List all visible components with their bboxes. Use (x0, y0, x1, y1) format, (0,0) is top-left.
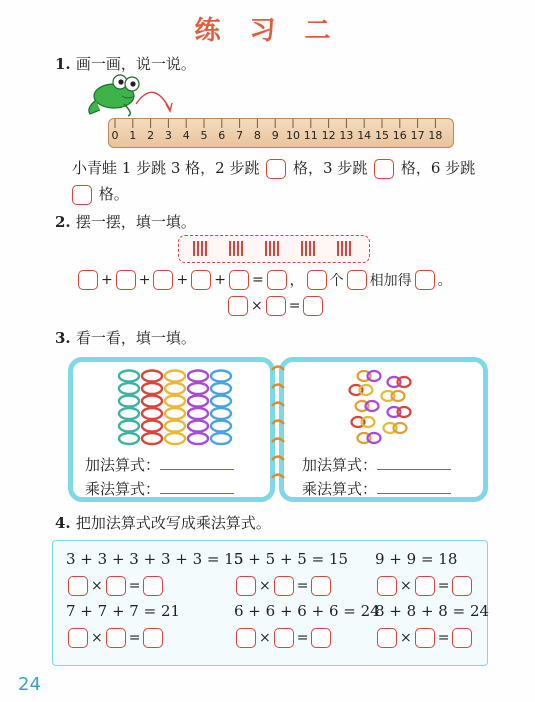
q2-heading (55, 211, 196, 232)
right-add-row (302, 454, 451, 475)
q4-expression: 6 + 6 + 6 + 6 = 24 (234, 602, 380, 620)
answer-box[interactable] (307, 270, 327, 290)
answer-box[interactable] (311, 628, 331, 648)
comma: ， (289, 273, 304, 289)
ruler-tick-label: 17 (410, 129, 425, 142)
ruler-tick-label: 11 (303, 129, 318, 142)
q1-line1-c: 格，6 步跳 (400, 159, 476, 177)
q4-expression: 8 + 8 + 8 = 24 (375, 602, 490, 620)
ring (188, 408, 208, 419)
add-formula-label: 加法算式： (302, 456, 378, 474)
ring (142, 383, 162, 394)
times-sign: × (259, 578, 271, 594)
q1-number: 1. (55, 55, 71, 73)
add-formula-blank[interactable] (160, 455, 234, 470)
answer-box[interactable] (228, 296, 248, 316)
q1-line-1 (72, 157, 475, 179)
ruler-tick-label: 10 (286, 129, 300, 142)
q4-answer-row (234, 576, 333, 596)
rings-panel-left (68, 357, 275, 502)
answer-box[interactable] (415, 576, 435, 596)
answer-box[interactable] (415, 270, 435, 290)
answer-box[interactable] (236, 628, 256, 648)
rings-grid-icon (73, 368, 270, 448)
ring (211, 371, 231, 382)
ring (165, 421, 185, 432)
counting-sticks-icon (179, 236, 368, 261)
add-formula-label: 加法算式： (85, 456, 161, 474)
binder-ring (272, 385, 284, 389)
counting-stick (301, 241, 303, 256)
ruler-tick-label: 8 (253, 129, 261, 142)
page-title: 练 习 二 (194, 16, 341, 46)
answer-box[interactable] (68, 576, 88, 596)
answer-box[interactable] (106, 628, 126, 648)
q2-number: 2. (55, 213, 71, 231)
ruler-tick-label: 12 (321, 129, 336, 142)
answer-box[interactable] (274, 576, 294, 596)
mul-formula-blank[interactable] (160, 479, 234, 494)
binder-rings-icon (270, 362, 286, 498)
ring (211, 383, 231, 394)
answer-box[interactable] (72, 185, 92, 205)
answer-box[interactable] (116, 270, 136, 290)
equals-sign: = (296, 578, 309, 594)
q4-answer-row (234, 628, 333, 648)
number-ruler (108, 118, 454, 148)
counting-stick (233, 241, 235, 256)
counting-stick (193, 241, 195, 256)
answer-box[interactable] (106, 576, 126, 596)
answer-box[interactable] (68, 628, 88, 648)
ring (211, 433, 231, 444)
ruler-tick-label: 9 (271, 129, 279, 142)
ring (119, 396, 139, 407)
counting-stick (229, 241, 231, 256)
ring (188, 433, 208, 444)
counting-sticks-box (178, 235, 370, 263)
counting-stick (201, 241, 203, 256)
q1-line2-tail: 格。 (98, 185, 129, 203)
mul-formula-blank[interactable] (377, 479, 451, 494)
times-sign: × (251, 298, 263, 314)
answer-box[interactable] (311, 576, 331, 596)
ring (165, 433, 185, 444)
equals-sign: = (251, 272, 264, 288)
binder-ring (272, 475, 284, 479)
q4-number: 4. (55, 514, 71, 532)
q1-text: 画一画，说一说。 (75, 55, 196, 73)
ruler-tick-label: 14 (357, 129, 372, 142)
counting-stick (305, 241, 307, 256)
q4-expression: 7 + 7 + 7 = 21 (66, 602, 181, 620)
answer-box[interactable] (347, 270, 367, 290)
left-mul-row (85, 478, 234, 499)
counting-stick (237, 241, 239, 256)
equals-sign: = (296, 630, 309, 646)
binder-ring (272, 421, 284, 425)
ruler-tick-label: 16 (392, 129, 407, 142)
answer-box[interactable] (143, 576, 163, 596)
q4-answer-row (375, 576, 474, 596)
counting-stick (273, 241, 275, 256)
ring (142, 371, 162, 382)
answer-box[interactable] (274, 628, 294, 648)
ring (119, 433, 139, 444)
times-sign: × (400, 578, 412, 594)
ruler-labels (109, 129, 452, 145)
q1-line1-a: 小青蛙 1 步跳 3 格，2 步跳 (72, 159, 260, 177)
ring (188, 396, 208, 407)
q3-number: 3. (55, 329, 71, 347)
counting-stick (341, 241, 343, 256)
ge-text: 个 (329, 273, 344, 289)
ring (119, 421, 139, 432)
ring (119, 371, 139, 382)
ruler-tick-label: 2 (147, 129, 155, 142)
ring (211, 408, 231, 419)
xiang-jia-de-text: 相加得 (369, 273, 412, 289)
q4-answer-row (375, 628, 474, 648)
ruler-tick-label: 6 (218, 129, 226, 142)
ruler-tick-label: 15 (375, 129, 389, 142)
mul-formula-label: 乘法算式： (302, 480, 378, 498)
add-formula-blank[interactable] (377, 455, 451, 470)
ring (211, 421, 231, 432)
rings-panel-right (279, 357, 488, 502)
counting-stick (241, 241, 243, 256)
ruler-tick-label: 4 (182, 129, 190, 142)
counting-stick (205, 241, 207, 256)
ring (142, 408, 162, 419)
answer-box[interactable] (266, 159, 286, 179)
ring (165, 371, 185, 382)
left-add-row (85, 454, 234, 475)
ring (165, 408, 185, 419)
answer-box[interactable] (78, 270, 98, 290)
counting-stick (309, 241, 311, 256)
binder-ring (272, 403, 284, 407)
counting-stick (337, 241, 339, 256)
plus-sign: + (176, 272, 189, 288)
ruler-tick-label: 0 (111, 129, 119, 142)
ring (188, 421, 208, 432)
answer-box[interactable] (267, 270, 287, 290)
equals-sign: = (128, 630, 141, 646)
ring (188, 371, 208, 382)
answer-box[interactable] (452, 628, 472, 648)
ring (211, 396, 231, 407)
binder-ring (272, 367, 284, 371)
answer-box[interactable] (377, 628, 397, 648)
ruler-tick-label: 5 (200, 129, 208, 142)
q4-heading (55, 512, 271, 533)
page-number: 24 (18, 674, 41, 695)
q4-answer-row (66, 628, 165, 648)
times-sign: × (91, 630, 103, 646)
q1-line1-b: 格，3 步跳 (293, 159, 368, 177)
ruler-tick-label: 3 (164, 129, 172, 142)
q4-expression: 3 + 3 + 3 + 3 + 3 = 15 (66, 550, 244, 568)
counting-stick (345, 241, 347, 256)
ruler-tick-label: 1 (129, 129, 137, 142)
equals-sign: = (128, 578, 141, 594)
q1-line-2 (70, 183, 129, 205)
ring (165, 396, 185, 407)
answer-box[interactable] (153, 270, 173, 290)
ring (119, 408, 139, 419)
answer-box[interactable] (266, 296, 286, 316)
ruler-tick-label: 18 (428, 129, 443, 142)
counting-stick (349, 241, 351, 256)
ring (142, 396, 162, 407)
times-sign: × (91, 578, 103, 594)
answer-box[interactable] (236, 576, 256, 596)
equals-sign: = (437, 578, 450, 594)
binder-ring (272, 439, 284, 443)
q2-text: 摆一摆，填一填。 (75, 213, 196, 231)
q4-expression: 5 + 5 + 5 = 15 (234, 550, 349, 568)
plus-sign: + (101, 272, 113, 288)
answer-box[interactable] (452, 576, 472, 596)
binder-ring (272, 457, 284, 461)
equals-sign: = (437, 630, 450, 646)
times-sign: × (259, 630, 271, 646)
mul-formula-label: 乘法算式： (85, 480, 161, 498)
answer-box[interactable] (143, 628, 163, 648)
ring (188, 383, 208, 394)
counting-stick (197, 241, 199, 256)
q3-heading (55, 327, 196, 348)
ruler-ticks (115, 119, 435, 128)
answer-box[interactable] (374, 159, 394, 179)
ring (142, 433, 162, 444)
plus-sign: + (214, 272, 226, 288)
q2-line-1 (76, 270, 453, 290)
answer-box[interactable] (303, 296, 323, 316)
times-sign: × (400, 630, 412, 646)
q3-text: 看一看，填一填。 (75, 329, 196, 347)
counting-stick (265, 241, 267, 256)
q4-expression: 9 + 9 = 18 (375, 550, 458, 568)
answer-box[interactable] (415, 628, 435, 648)
answer-box[interactable] (191, 270, 211, 290)
counting-stick (269, 241, 271, 256)
frog-illustration (84, 70, 174, 120)
ruler-tick-label: 13 (339, 129, 354, 142)
equals-sign: = (288, 298, 301, 314)
counting-stick (277, 241, 279, 256)
plus-sign: + (138, 272, 151, 288)
right-mul-row (302, 478, 451, 499)
ring (142, 421, 162, 432)
q4-answer-row (66, 576, 165, 596)
period: 。 (437, 273, 452, 289)
answer-box[interactable] (377, 576, 397, 596)
q2-line-2 (226, 296, 325, 316)
q4-text: 把加法算式改写成乘法算式。 (75, 514, 271, 532)
ring (119, 383, 139, 394)
counting-stick (313, 241, 315, 256)
ring (165, 383, 185, 394)
chain-rings-icon (284, 368, 483, 448)
answer-box[interactable] (229, 270, 249, 290)
ruler-tick-label: 7 (236, 129, 244, 142)
